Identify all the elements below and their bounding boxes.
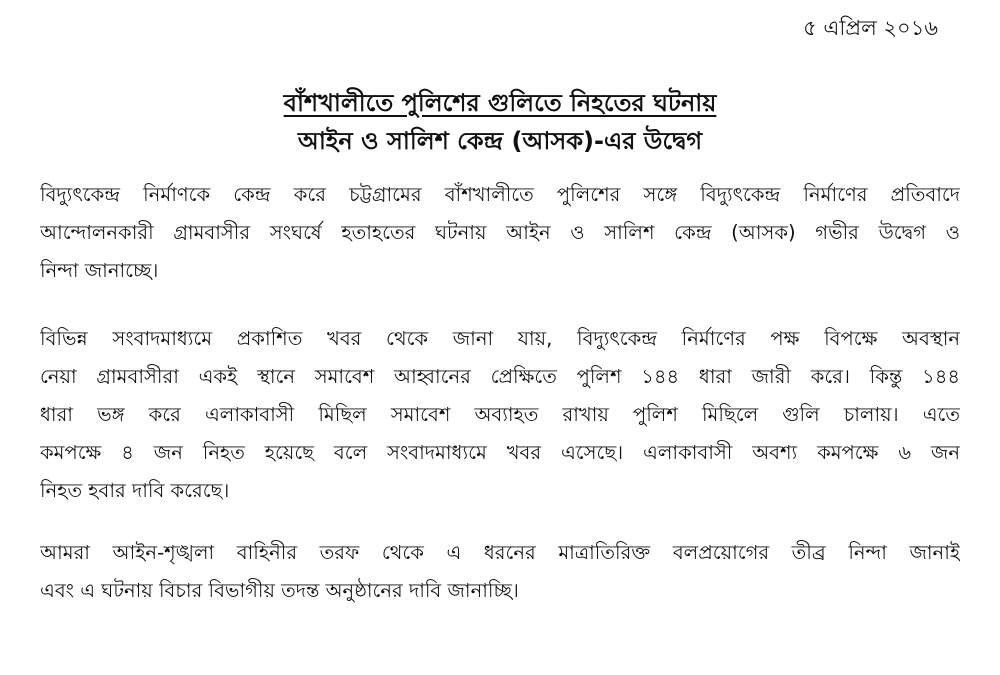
paragraph-2 (40, 320, 960, 510)
paragraph-1 (40, 176, 960, 290)
paragraph-3-line-1: আমরা আইন-শৃঙ্খলা বাহিনীর তরফ থেকে এ ধরনের মাত্রাতিরিক্ত বলপ্রয়োগের তীব্র নিন্দা জানাই (40, 541, 960, 564)
headline-line-1-text: বাঁশখালীতে পুলিশের গুলিতে নিহতের ঘটনায় (283, 89, 717, 117)
release-date: ৫ এপ্রিল ২০১৬ (803, 16, 938, 40)
headline-line-2: আইন ও সালিশ কেন্দ্র (আসক)-এর উদ্বেগ (297, 127, 703, 155)
paragraph-2-line-4: কমপক্ষে ৪ জন নিহত হয়েছে বলে সংবাদমাধ্যমে খবর এসেছে। এলাকাবাসী অবশ্য কমপক্ষে ৬ জন (40, 441, 960, 464)
paragraph-2-line-2: নেয়া গ্রামবাসীরা একই স্থানে সমাবেশ আহ্বানের প্রেক্ষিতে পুলিশ ১৪৪ ধারা জারী করে। কিন্তু ১৪৪ (40, 365, 960, 388)
paragraph-2-line-5: নিহত হবার দাবি করেছে। (40, 479, 230, 502)
paragraph-1-line-3: নিন্দা জানাচ্ছে। (40, 259, 159, 282)
paragraph-1-line-2: আন্দোলনকারী গ্রামবাসীর সংঘর্ষে হতাহতের ঘটনায় আইন ও সালিশ কেন্দ্র (আসক) গভীর উদ্বেগ ও (40, 221, 960, 244)
paragraph-2-line-3: ধারা ভঙ্গ করে এলাকাবাসী মিছিল সমাবেশ অব্যাহত রাখায় পুলিশ মিছিলে গুলি চালায়। এতে (40, 403, 960, 426)
paragraph-2-line-1: বিভিন্ন সংবাদমাধ্যমে প্রকাশিত খবর থেকে জানা যায়, বিদ্যুৎকেন্দ্র নির্মাণের পক্ষ বিপক্ষে অবস্থান (40, 327, 960, 350)
headline-line-1 (0, 86, 1000, 120)
paragraph-1-line-1: বিদ্যুৎকেন্দ্র নির্মাণকে কেন্দ্র করে চট্টগ্রামের বাঁশখালীতে পুলিশের সঙ্গে বিদ্যুৎকেন্দ্র নির্মাণের প্রতিবাদে (40, 183, 960, 206)
paragraph-3 (40, 534, 960, 610)
paragraph-3-line-2: এবং এ ঘটনায় বিচার বিভাগীয় তদন্ত অনুষ্ঠানের দাবি জানাচ্ছি। (40, 579, 519, 602)
